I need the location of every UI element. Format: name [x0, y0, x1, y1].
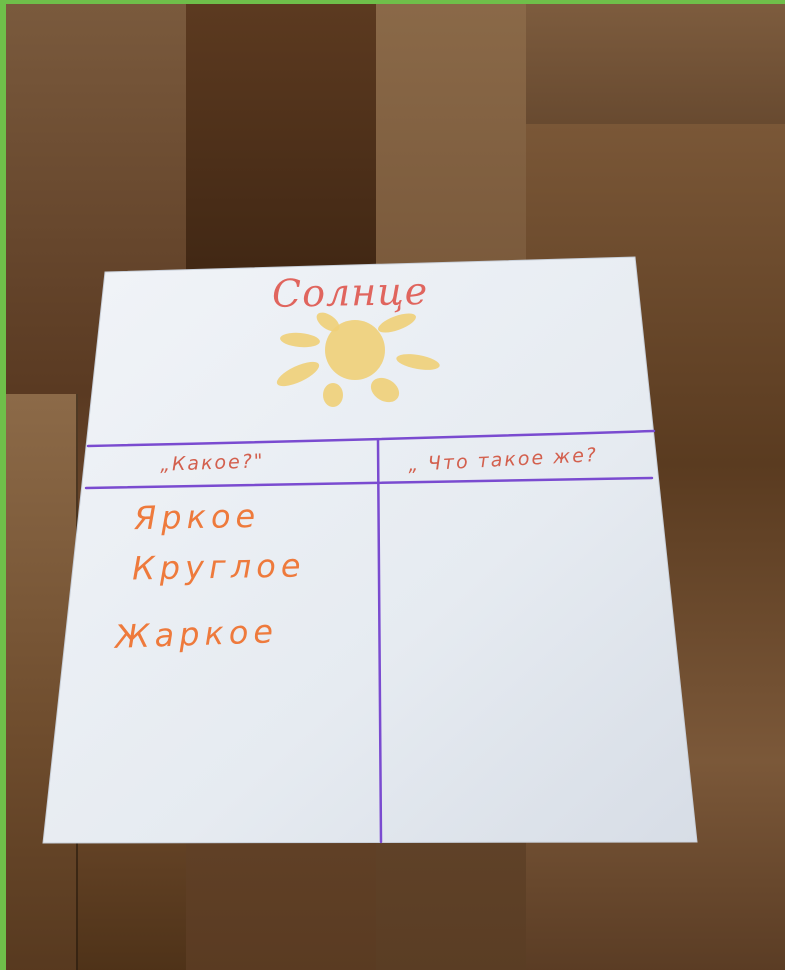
poster-title: Солнце: [271, 269, 429, 316]
word-round: Круглое: [131, 546, 306, 588]
column-heading-what-else: „ Что такое же?: [407, 444, 599, 476]
word-bright: Яркое: [133, 496, 261, 538]
column-heading-what-kind: „Какое?": [159, 450, 265, 476]
word-hot: Жаркое: [114, 612, 279, 656]
